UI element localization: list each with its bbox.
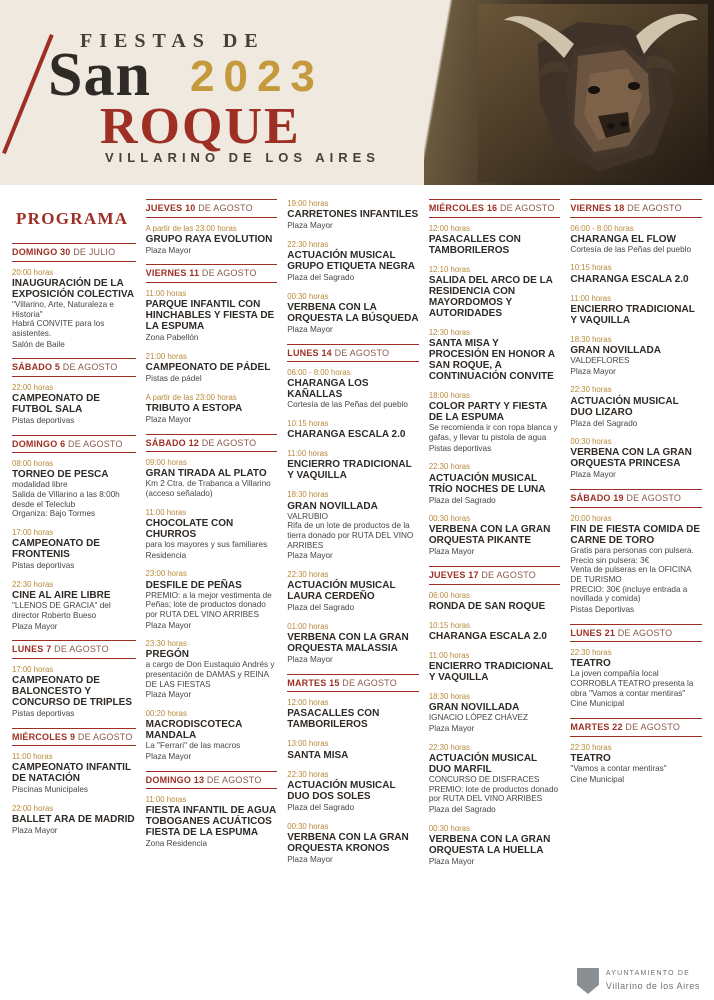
day-header: DOMINGO 13 DE AGOSTO — [146, 771, 278, 790]
event-description: PRECIO: 30€ (incluye entrada a novillada y comida) — [570, 584, 688, 604]
day-header: SÁBADO 12 DE AGOSTO — [146, 434, 278, 453]
event-location: Plaza Mayor — [145, 245, 192, 255]
program-event — [570, 648, 702, 709]
event-time: 22:30 horas — [428, 742, 471, 752]
event-description: Rifa de un lote de productos de la tierra donado por RUTA DEL VINO ARRIBES — [287, 521, 414, 550]
event-location: Plaza Mayor — [287, 854, 333, 864]
event-location: Plaza del Sagrado — [287, 273, 355, 283]
event-title: PASACALLES CON TAMBORILEROS — [428, 233, 521, 256]
event-title: BALLET ARA DE MADRID — [12, 814, 135, 826]
event-time: 00:30 horas — [287, 291, 329, 301]
event-time: 18:30 horas — [287, 490, 329, 500]
program-event — [570, 224, 702, 255]
event-time: 13:00 horas — [287, 739, 329, 749]
ayuntamiento-footer — [577, 968, 700, 994]
event-time: 12:10 horas — [428, 264, 471, 274]
event-time: 22:30 horas — [570, 385, 612, 395]
event-location: Pistas deportivas — [428, 443, 492, 453]
event-title: FIESTA INFANTIL DE AGUA TOBOGANES ACUÁTICOS FIESTA DE LA ESPUMA — [145, 805, 276, 839]
event-title: PASACALLES CON TAMBORILEROS — [287, 708, 380, 731]
program-event — [12, 804, 136, 836]
event-description: Venta de pulseras en la OFICINA DE TURISMO — [570, 565, 692, 584]
event-title: COLOR PARTY Y FIESTA DE LA ESPUMA — [428, 401, 547, 424]
event-location: Plaza Mayor — [428, 856, 475, 866]
event-time: 22:30 horas — [12, 580, 54, 590]
event-description: Habrá CONVITE para los asistentes. — [12, 319, 105, 338]
event-title: TEATRO — [570, 658, 611, 670]
event-time: 11:00 horas — [12, 752, 53, 762]
program-column — [287, 199, 419, 981]
event-location: Cine Municipal — [570, 699, 625, 709]
event-title: GRAN NOVILLADA — [428, 702, 520, 714]
event-time: 06:00 - 8:00 horas — [287, 368, 351, 378]
event-time: 23:00 horas — [145, 569, 187, 579]
event-time: 11:00 horas — [428, 651, 470, 661]
event-title: SALIDA DEL ARCO DE LA RESIDENCIA CON MAYORDOMOS Y AUTORIDADES — [428, 274, 553, 319]
program-columns — [12, 199, 702, 981]
event-description: CONCURSO DE DISFRACES — [428, 774, 540, 784]
event-title: CAMPEONATO DE BALONCESTO Y CONCURSO DE TRIPLES — [12, 675, 133, 709]
event-location: Plaza del Sagrado — [287, 603, 355, 613]
event-time: 23:30 horas — [145, 639, 187, 649]
event-title: PREGÓN — [145, 649, 190, 661]
footer-line1: AYUNTAMIENTO DE — [605, 970, 691, 977]
event-title: ACTUACIÓN MUSICAL DUO MARFIL — [428, 752, 537, 775]
event-location: Zona Pabellón — [145, 333, 199, 343]
event-time: 22:00 horas — [12, 382, 54, 392]
event-location: Plaza Mayor — [287, 655, 333, 665]
event-time: 11:00 horas — [145, 795, 187, 805]
event-time: 11:00 horas — [287, 449, 328, 459]
event-time: 22:30 horas — [287, 239, 329, 249]
program-event — [429, 621, 561, 642]
event-time: A partir de las 23:00 horas — [145, 223, 237, 233]
event-time: 12:00 horas — [287, 698, 329, 708]
event-location: Pistas deportivas — [12, 416, 75, 425]
event-description: IGNACIO LÓPEZ CHÁVEZ — [428, 713, 529, 723]
program-event — [146, 795, 278, 849]
event-description: para los mayores y sus familiares — [145, 539, 268, 549]
day-header: JUEVES 10 DE AGOSTO — [146, 199, 278, 218]
event-time: 00:30 horas — [428, 514, 471, 524]
event-title: CAMPEONATO DE PÁDEL — [145, 362, 271, 374]
program-event — [287, 368, 419, 410]
event-description: Precio sin pulsera: 3€ — [570, 555, 650, 565]
roque-word: ROQUE — [100, 98, 301, 155]
event-title: ACTUACIÓN MUSICAL TRÍO NOCHES DE LUNA — [428, 472, 546, 495]
event-location: Plaza del Sagrado — [570, 418, 638, 428]
program-column — [12, 199, 136, 981]
program-event — [570, 335, 702, 377]
program-event — [287, 822, 419, 865]
event-title: VERBENA CON LA GRAN ORQUESTA LA HUELLA — [428, 833, 551, 856]
event-description: "Villarino, Arte, Naturaleza e Historia" — [12, 299, 114, 319]
day-header: MARTES 22 DE AGOSTO — [570, 718, 702, 737]
program-event — [146, 224, 278, 256]
program-event — [287, 490, 419, 561]
event-description: La "Ferrari" de las macros — [145, 741, 241, 751]
event-description: PREMIO: a la mejor vestimenta de Peñas; lote de productos donado por RUTA DEL VINO ARRIBES — [145, 590, 272, 619]
program-event — [146, 352, 278, 384]
event-location: Plaza del Sagrado — [428, 495, 496, 505]
event-time: 18:00 horas — [428, 391, 471, 401]
bull-photo-panel — [424, 0, 714, 185]
event-time: A partir de las 23:00 horas — [145, 392, 237, 402]
event-location: Plaza Mayor — [287, 324, 333, 334]
footer-line2: Villarino de los Aires — [605, 980, 700, 991]
program-column — [429, 199, 561, 981]
event-description: La joven compañía local CORROBLA TEATRO presenta la obra "Vamos a contar mentiras" — [570, 669, 694, 698]
event-title: ACTUACIÓN MUSICAL GRUPO ETIQUETA NEGRA — [287, 250, 416, 273]
event-time: 00:30 horas — [287, 821, 329, 831]
event-time: 00:30 horas — [428, 823, 471, 833]
program-event — [146, 508, 278, 561]
program-event — [12, 268, 136, 350]
program-event — [570, 385, 702, 428]
poster-header — [0, 0, 714, 185]
event-time: 08:00 horas — [12, 459, 54, 469]
event-title: TRIBUTO A ESTOPA — [145, 402, 243, 414]
day-header: DOMINGO 6 DE AGOSTO — [12, 435, 136, 454]
event-title: RONDA DE SAN ROQUE — [428, 600, 546, 612]
program-event — [287, 240, 419, 283]
event-title: SANTA MISA — [287, 749, 349, 761]
event-time: 22:30 horas — [570, 742, 612, 752]
event-description: Se recomienda ir con ropa blanca y gafas, y llevar tu pistola de agua — [428, 423, 558, 443]
program-event — [429, 265, 561, 319]
event-title: VERBENA CON LA GRAN ORQUESTA PRINCESA — [570, 447, 692, 470]
event-time: 10:15 horas — [570, 263, 612, 273]
event-title: VERBENA CON LA GRAN ORQUESTA PIKANTE — [428, 524, 551, 547]
event-title: CAMPEONATO DE FUTBOL SALA — [12, 393, 100, 415]
event-title: ENCIERRO TRADICIONAL Y VAQUILLA — [570, 303, 695, 326]
program-event — [429, 462, 561, 505]
program-event — [287, 570, 419, 613]
event-location: Plaza Mayor — [570, 366, 616, 376]
bull-illustration — [478, 4, 708, 182]
program-event — [429, 743, 561, 815]
program-event — [287, 739, 419, 760]
program-content — [0, 185, 714, 1000]
event-title: CHARANGA ESCALA 2.0 — [287, 429, 406, 441]
program-event — [429, 824, 561, 867]
year-label: 2023 — [190, 52, 324, 101]
event-location: Residencia — [145, 550, 187, 560]
program-event — [12, 752, 136, 795]
event-title: GRAN NOVILLADA — [570, 345, 661, 357]
event-location: Pistas de pádel — [145, 374, 202, 384]
event-title: CHARANGA ESCALA 2.0 — [570, 273, 689, 285]
program-event — [570, 514, 702, 615]
program-event — [12, 383, 136, 426]
day-header: MIÉRCOLES 9 DE AGOSTO — [12, 728, 136, 747]
event-time: 11:00 horas — [145, 507, 187, 517]
event-title: CHARANGA EL FLOW — [570, 233, 676, 245]
day-header: MARTES 15 DE AGOSTO — [287, 674, 419, 693]
program-event — [287, 199, 419, 231]
program-event — [570, 743, 702, 785]
day-header: VIERNES 11 DE AGOSTO — [146, 264, 278, 283]
event-title: GRUPO RAYA EVOLUTION — [145, 233, 273, 245]
day-header: SÁBADO 19 DE AGOSTO — [570, 489, 702, 508]
program-event — [287, 622, 419, 665]
event-location: Plaza del Sagrado — [287, 802, 355, 812]
program-event — [429, 224, 561, 256]
program-event — [429, 591, 561, 612]
program-event — [429, 692, 561, 734]
day-header: JUEVES 17 DE AGOSTO — [429, 566, 561, 585]
event-time: 12:30 horas — [428, 327, 471, 337]
event-title: ENCIERRO TRADICIONAL Y VAQUILLA — [287, 459, 412, 482]
program-event — [146, 709, 278, 762]
event-title: MACRODISCOTECA MANDALA — [145, 719, 242, 742]
event-time: 06:00 horas — [428, 590, 471, 600]
event-time: 01:00 horas — [287, 621, 329, 631]
event-location: Plaza Mayor — [145, 690, 192, 700]
event-description: Km 2 Ctra. de Trabanca a Villarino (acceso señalado) — [145, 479, 271, 499]
event-description: Organiza: Bajo Tormes — [12, 509, 96, 519]
event-time: 22:00 horas — [12, 804, 54, 814]
event-location: Pistas deportivas — [12, 561, 75, 571]
program-event — [146, 569, 278, 630]
program-column — [146, 199, 278, 981]
event-time: 11:00 horas — [145, 289, 187, 299]
event-description: Cortesía de las Peñas del pueblo — [287, 400, 408, 410]
event-time: 20:00 horas — [570, 513, 612, 523]
event-title: CAMPEONATO INFANTIL DE NATACIÓN — [12, 762, 131, 785]
event-title: ACTUACIÓN MUSICAL DUO LIZARO — [570, 395, 679, 418]
event-time: 17:00 horas — [12, 528, 54, 538]
event-title: CINE AL AIRE LIBRE — [12, 590, 111, 602]
program-column — [570, 199, 702, 981]
program-event — [287, 449, 419, 481]
event-description: a cargo de Don Eustaquio Andrés y presentación de DAMAS y REINA DE LAS FIESTAS — [145, 660, 275, 689]
program-event — [429, 514, 561, 557]
programa-heading: PROGRAMA — [16, 209, 129, 228]
event-location: Plaza del Sagrado — [428, 805, 496, 814]
program-event — [12, 459, 136, 519]
event-time: 22:30 horas — [287, 769, 329, 779]
event-location: Plaza Mayor — [428, 724, 475, 734]
program-event — [570, 437, 702, 480]
event-title: ENCIERRO TRADICIONAL Y VAQUILLA — [428, 661, 554, 684]
event-location: Zona Residencia — [145, 839, 208, 849]
event-title: CAMPEONATO DE FRONTENIS — [12, 538, 100, 561]
event-description: Gratis para personas con pulsera. — [570, 545, 694, 555]
event-time: 00:20 horas — [145, 709, 187, 719]
program-event — [146, 289, 278, 343]
event-title: CHARANGA ESCALA 2.0 — [428, 631, 547, 643]
program-event — [429, 391, 561, 453]
event-time: 10:15 horas — [428, 620, 471, 630]
event-title: TEATRO — [570, 752, 611, 764]
event-title: VERBENA CON LA ORQUESTA LA BÚSQUEDA — [287, 301, 419, 324]
program-event — [570, 263, 702, 284]
event-time: 17:00 horas — [12, 664, 54, 674]
event-description: Cortesía de las Peñas del pueblo — [570, 244, 692, 254]
town-label: VILLARINO DE LOS AIRES — [105, 150, 380, 165]
program-event — [287, 292, 419, 335]
event-time: 21:00 horas — [145, 351, 187, 361]
event-location: Plaza Mayor — [12, 621, 58, 631]
program-event — [429, 328, 561, 382]
day-header: SÁBADO 5 DE AGOSTO — [12, 358, 136, 377]
program-event — [287, 419, 419, 440]
event-time: 18:30 horas — [570, 334, 612, 344]
coat-of-arms-icon — [577, 968, 599, 994]
program-event — [146, 393, 278, 425]
event-location: Plaza Mayor — [145, 751, 192, 761]
decorative-slash — [2, 34, 54, 154]
event-title: DESFILE DE PEÑAS — [145, 579, 242, 591]
event-description: Salida de Villarino a las 8:00h desde el Teleclub — [12, 490, 120, 509]
event-description: "LLENOS DE GRACIA" del director Roberto Bueso — [12, 601, 111, 620]
event-description: VALDEFLORES — [570, 356, 630, 366]
poster-title-block — [0, 0, 430, 185]
program-event — [12, 528, 136, 571]
event-title: CHOCOLATE CON CHURROS — [145, 517, 234, 540]
event-title: INAUGURACIÓN DE LA EXPOSICIÓN COLECTIVA — [12, 277, 135, 300]
event-location: Pistas deportivas — [12, 709, 75, 719]
day-header: LUNES 14 DE AGOSTO — [287, 344, 419, 363]
day-header: LUNES 7 DE AGOSTO — [12, 640, 136, 659]
program-event — [429, 651, 561, 683]
event-location: Salón de Baile — [12, 339, 65, 349]
event-title: GRAN NOVILLADA — [287, 500, 378, 512]
program-event — [146, 639, 278, 700]
event-location: Pistas Deportivas — [570, 604, 635, 614]
event-description: "Vamos a contar mentiras" — [570, 763, 667, 773]
event-time: 18:30 horas — [428, 692, 471, 702]
event-time: 19:00 horas — [287, 199, 329, 208]
program-event — [287, 770, 419, 813]
event-title: ACTUACIÓN MUSICAL LAURA CERDEÑO — [287, 580, 396, 603]
event-location: Plaza Mayor — [428, 547, 475, 557]
event-title: TORNEO DE PESCA — [12, 469, 109, 481]
event-time: 10:15 horas — [287, 419, 329, 429]
program-event — [12, 580, 136, 631]
program-event — [570, 294, 702, 326]
program-event — [287, 698, 419, 730]
event-title: FIN DE FIESTA COMIDA DE CARNE DE TORO — [570, 523, 701, 546]
event-location: Plaza Mayor — [570, 470, 616, 480]
event-location: Piscinas Municipales — [12, 785, 88, 795]
event-location: Plaza Mayor — [287, 221, 333, 231]
event-time: 00:30 horas — [570, 437, 612, 447]
event-title: CARRETONES INFANTILES — [287, 209, 419, 221]
event-title: GRAN TIRADA AL PLATO — [145, 468, 267, 480]
event-title: CHARANGA LOS KAÑALLAS — [287, 378, 369, 401]
event-location: Plaza Mayor — [145, 414, 192, 424]
event-time: 06:00 - 8:00 horas — [570, 223, 634, 233]
event-time: 20:00 horas — [12, 267, 54, 277]
fiestas-label: FIESTAS DE — [80, 30, 265, 52]
program-event — [12, 665, 136, 719]
day-header: LUNES 21 DE AGOSTO — [570, 624, 702, 643]
event-description: VALRUBIO — [287, 511, 329, 521]
event-title: ACTUACIÓN MUSICAL DUO DOS SOLES — [287, 779, 396, 802]
event-time: 22:30 horas — [287, 569, 329, 579]
day-header: VIERNES 18 DE AGOSTO — [570, 199, 702, 218]
program-event — [146, 458, 278, 499]
event-description: PREMIO: lote de productos donado por RUTA DEL VINO ARRIBES — [428, 784, 559, 804]
event-location: Plaza Mayor — [12, 826, 58, 836]
event-time: 11:00 horas — [570, 293, 612, 303]
event-time: 12:00 horas — [428, 223, 471, 233]
event-title: PARQUE INFANTIL CON HINCHABLES Y FIESTA DE LA ESPUMA — [145, 299, 275, 333]
event-time: 09:00 horas — [145, 458, 187, 468]
event-title: SANTA MISA Y PROCESIÓN EN HONOR A SAN ROQUE, A CONTINUACIÓN CONVITE — [428, 338, 555, 383]
event-title: VERBENA CON LA GRAN ORQUESTA MALASSIA — [287, 632, 409, 655]
event-location: Cine Municipal — [570, 774, 625, 784]
day-header: DOMINGO 30 DE JULIO — [12, 243, 136, 262]
event-location: Plaza Mayor — [145, 620, 192, 630]
event-time: 22:30 horas — [570, 648, 612, 658]
day-header: MIÉRCOLES 16 DE AGOSTO — [429, 199, 561, 218]
event-location: Plaza Mayor — [287, 551, 333, 561]
event-title: VERBENA CON LA GRAN ORQUESTA KRONOS — [287, 831, 409, 854]
san-word: San — [48, 41, 151, 109]
event-time: 22:30 horas — [428, 462, 471, 472]
event-description: modalidad libre — [12, 480, 68, 490]
